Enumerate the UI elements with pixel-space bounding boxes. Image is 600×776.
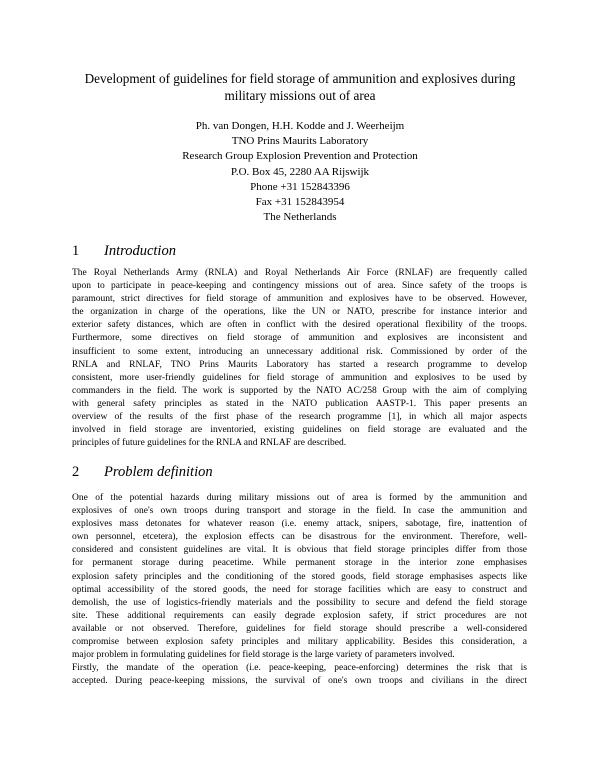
text-line: explosion safety principles and the conditioning of the stored goods, field storage emphasises aspects like [72, 571, 527, 582]
text-line: with general safety principles as stated in the NATO publication AASTP-1. This paper presents an [72, 398, 527, 409]
paper-title [60, 70, 540, 104]
text-line: optimal accessibility of the stored goods, the need for storage facilities which are easy to construct and [72, 584, 527, 595]
introduction-paragraph [72, 267, 527, 450]
section-number: 1 [72, 243, 80, 259]
text-line: explosives of one's own troops during transport and storage in the field. In case the ammunition and [72, 506, 527, 517]
text-line: overview of the results of the first phase of the research programme [1], in which all major aspects [72, 412, 527, 423]
text-line: consistent, more user-friendly guidelines for field storage of ammunition and explosives to be used by [72, 372, 527, 383]
text-line: explosives mass detonates for whatever reason (i.e. enemy attack, snipers, sabotage, fire, inattention of [72, 519, 527, 530]
country: The Netherlands [263, 211, 337, 224]
postal-address: P.O. Box 45, 2280 AA Rijswijk [230, 165, 370, 178]
section-title: Problem definition [104, 464, 213, 480]
text-line: One of the potential hazards during military missions out of area is formed by the ammunition and [72, 493, 527, 503]
text-line: demolish, the use of logistics-friendly materials and the possibility to secure and defend the field storage [72, 597, 527, 608]
problem-definition-paragraph [72, 492, 527, 688]
text-line: involved in field storage are inventoried, existing guidelines on field storage are evaluated and the [72, 425, 527, 436]
text-line: compromise between explosion safety principles and military applicability. Besides this consideration, a [72, 637, 527, 648]
text-line: commanders in the field. The work is supported by the NATO AC/258 Group with the aim of complying [72, 385, 527, 396]
text-line: insufficient to some extent, introducing an unnecessary additional risk. Commissioned by order of the [72, 346, 527, 357]
section-heading-introduction [72, 242, 176, 260]
text-line: own personnel, etcetera), the explosion effects can be disastrous for the environment. Therefore, well- [72, 532, 527, 543]
section-heading-problem-definition [72, 463, 213, 481]
text-line: major problem in formulating guidelines for field storage is the large variety of parameters involved. [72, 650, 455, 661]
section-number: 2 [72, 464, 80, 480]
text-line: Furthermore, some directives on field storage of ammunition and explosives are inconsistent and [72, 333, 527, 344]
text-line: available or not observed. Therefore, guidelines for field storage should prescribe a well-considered [72, 623, 527, 634]
text-line: the organization in charge of the operations, like the UN or NATO, prescribe for instance interior and [72, 307, 527, 318]
fax-number: Fax +31 152843954 [255, 196, 345, 209]
section-title: Introduction [104, 243, 176, 259]
text-line: RNLA and RNLAF, TNO Prins Maurits Laboratory has started a research programme to develop [72, 359, 527, 370]
title-line: Development of guidelines for field storage of ammunition and explosives during [84, 71, 516, 86]
text-line: The Royal Netherlands Army (RNLA) and Royal Netherlands Air Force (RNLAF) are frequently called [72, 268, 527, 278]
text-line: for permanent storage during peacetime. While permanent storage in the interior zone emphasises [72, 558, 527, 569]
text-line: exterior safety distances, which are often in conflict with the desired operational flexibility of the troops. [72, 320, 527, 331]
phone-number: Phone +31 152843396 [250, 180, 350, 193]
text-line: principles of future guidelines for the RNLA and RNLAF are described. [72, 438, 347, 449]
affiliation: TNO Prins Maurits Laboratory [231, 135, 369, 148]
research-group: Research Group Explosion Prevention and Protection [182, 150, 418, 163]
text-line: upon to participate in peace-keeping and contingency missions out of area. Since safety of the troops is [72, 281, 527, 292]
text-line: site. These additional requirements can easily degrade explosion safety, if strict procedures are not [72, 610, 527, 621]
author-names: Ph. van Dongen, H.H. Kodde and J. Weerheijm [195, 120, 405, 132]
text-line: Firstly, the mandate of the operation (i.e. peace-keeping, peace-enforcing) determines the risk that is [72, 663, 527, 674]
text-line: paramount, strict directives for field storage of ammunition and explosives have to be observed. However, [72, 294, 527, 305]
author-block [60, 119, 540, 225]
title-line: military missions out of area [224, 88, 376, 103]
text-line: considered and consistent guidelines are vital. It is obvious that field storage principles differ from those [72, 545, 527, 556]
text-line: accepted. During peace-keeping missions, the survival of one's own troops and civilians in the direct [72, 676, 527, 687]
